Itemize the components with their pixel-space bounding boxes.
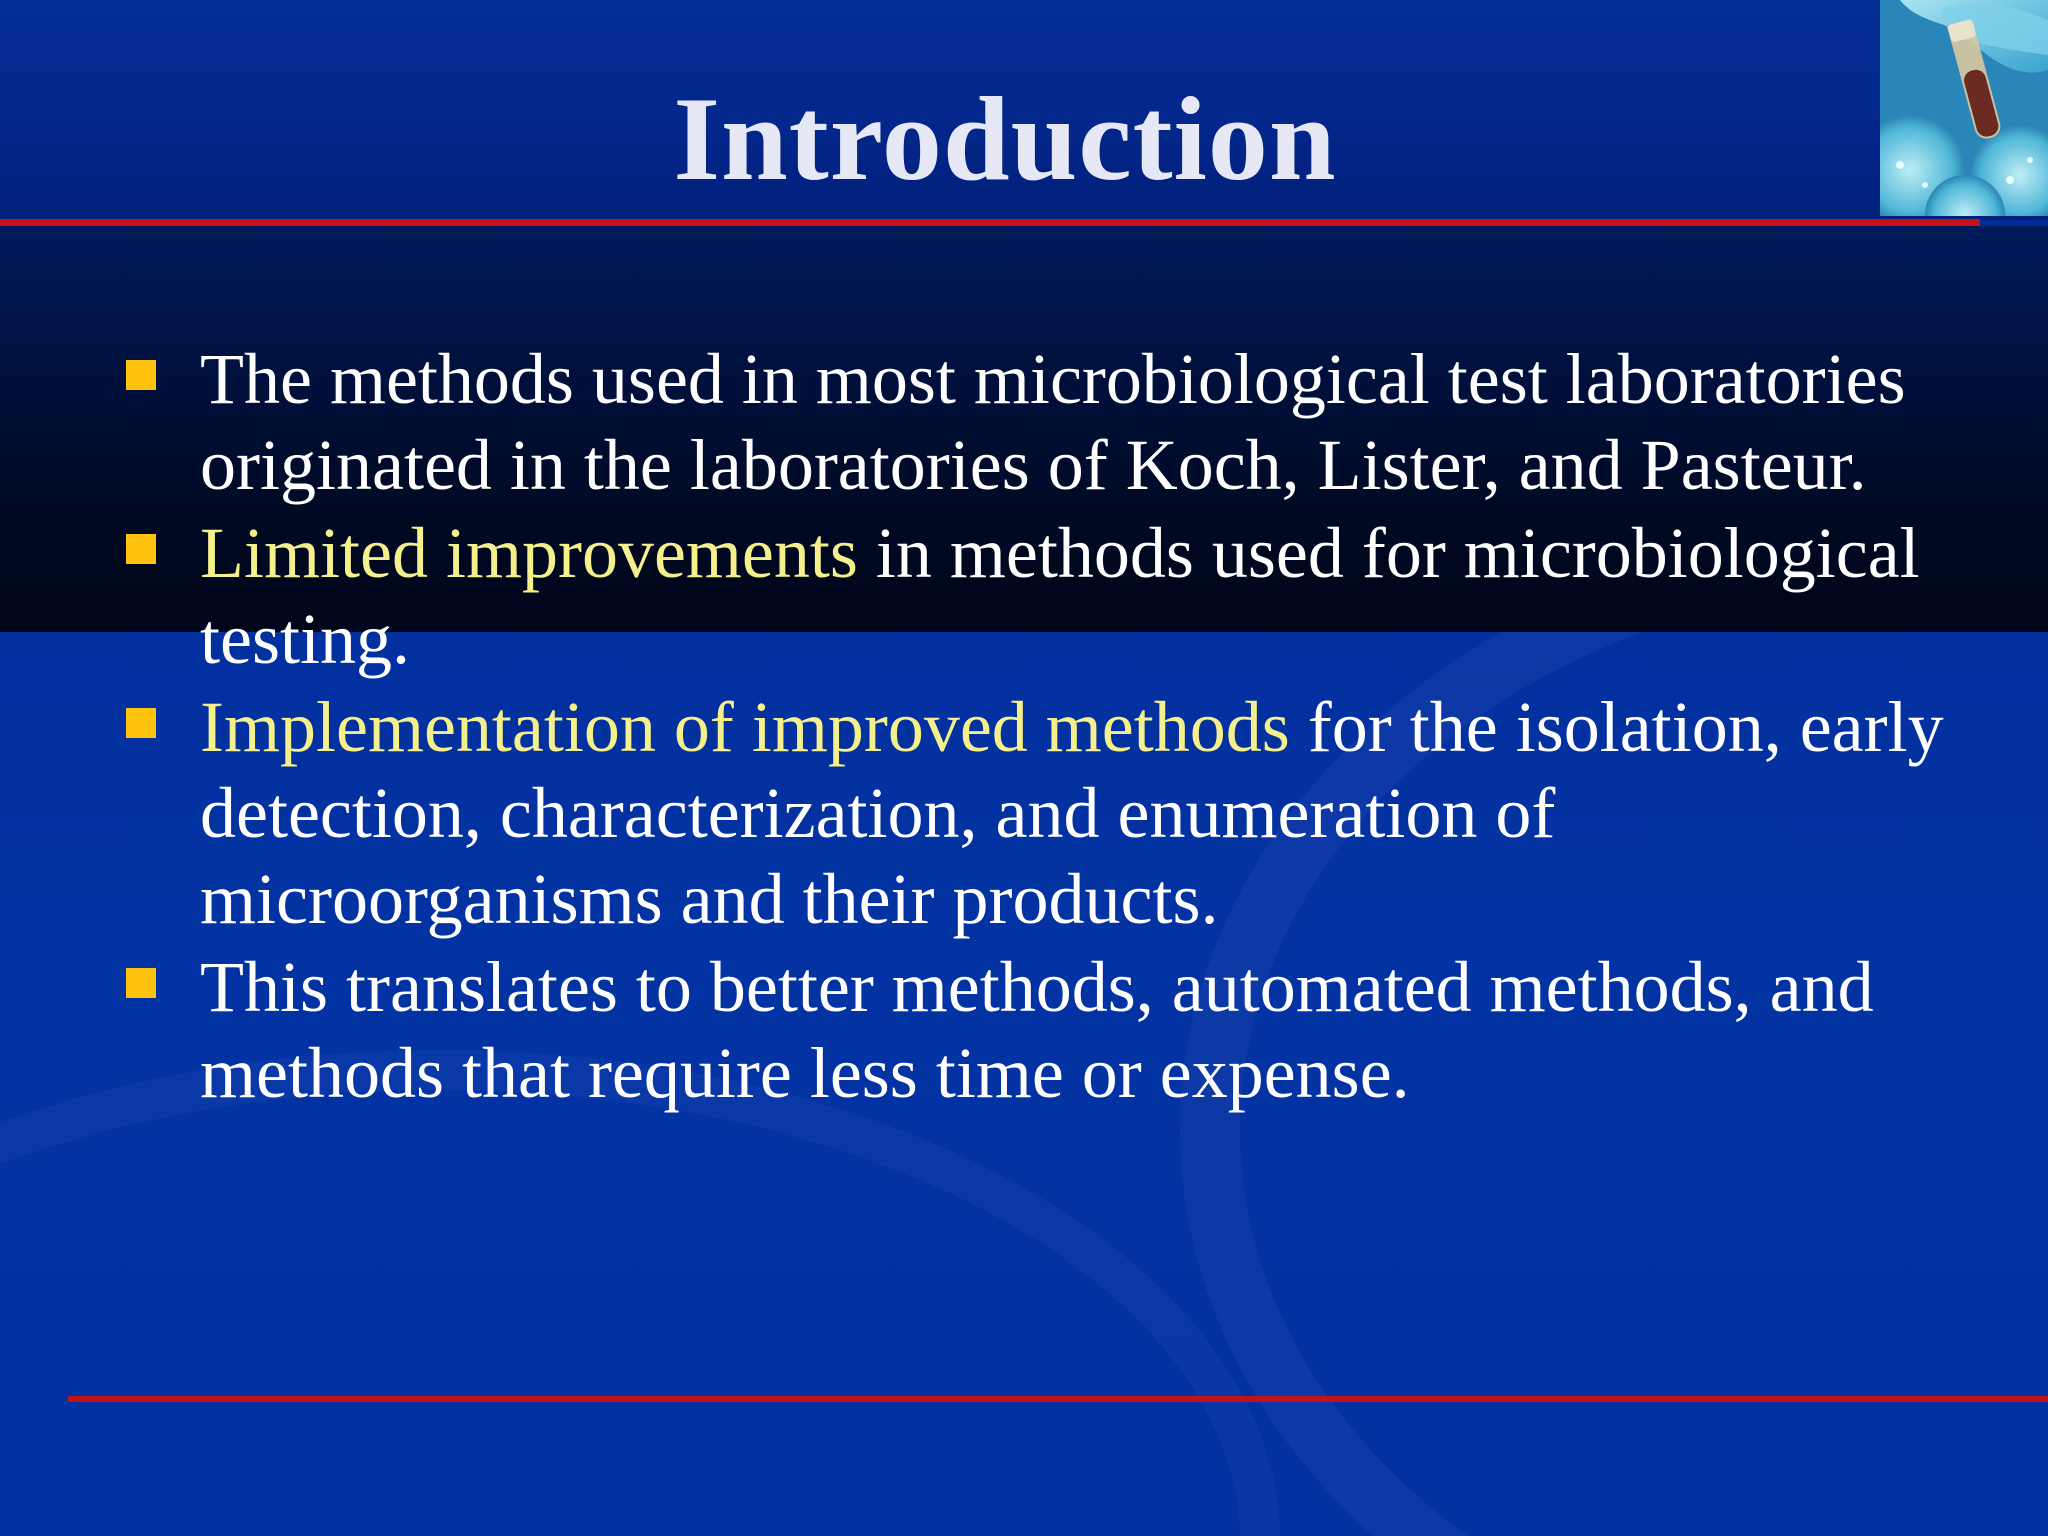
bullet-text: for the isolation, early detection, characterization, and enumeration of microorganisms and their products. (200, 687, 1944, 939)
background-swoosh (0, 1050, 1280, 1536)
footer-divider (68, 1396, 2048, 1402)
bullet-text: The methods used in most microbiological test laboratories originated in the laboratories of Koch, Lister, and Pasteur. (200, 339, 1906, 505)
bullet-item (126, 684, 2006, 942)
bullet-text: in methods used for microbiological testing. (200, 513, 1920, 679)
slide-title: Introduction (673, 72, 1337, 205)
bullet-item (126, 336, 2006, 508)
title-divider (0, 219, 1980, 226)
bullet-item (126, 944, 2006, 1116)
square-bullet-icon (126, 968, 156, 998)
bullet-item (126, 510, 2006, 682)
lab-thumbnail-image (1880, 0, 2048, 216)
bullet-highlight: Limited improvements (200, 513, 858, 593)
square-bullet-icon (126, 360, 156, 390)
square-bullet-icon (126, 708, 156, 738)
bullet-highlight: Implementation of improved methods (200, 687, 1290, 767)
bullet-text: This translates to better methods, automated methods, and methods that require less time or expense. (200, 947, 1874, 1113)
square-bullet-icon (126, 534, 156, 564)
bullet-list (126, 336, 2006, 1118)
